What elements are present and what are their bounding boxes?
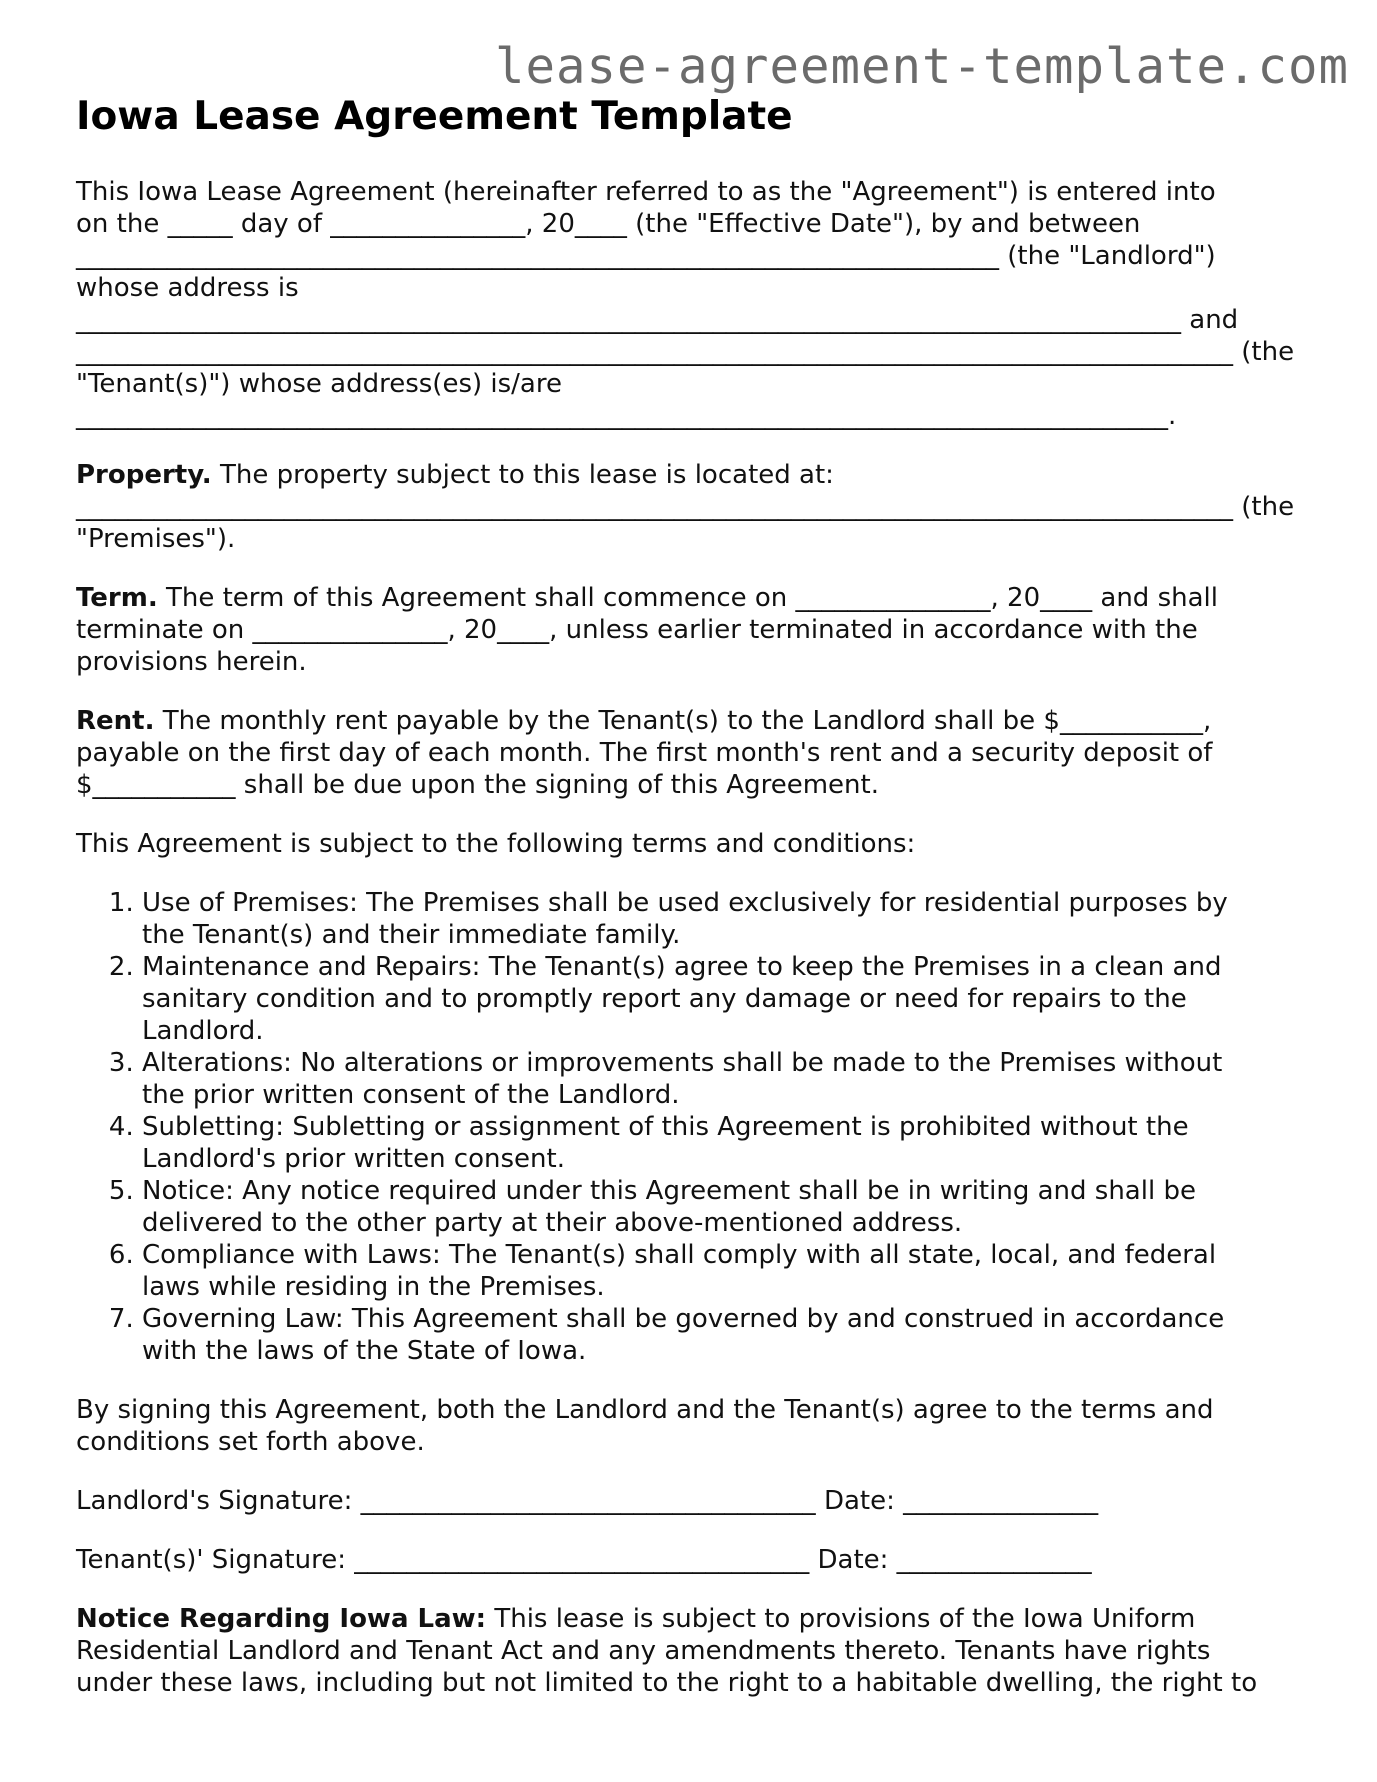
rent-line: $___________ shall be due upon the signing of this Agreement. — [76, 770, 879, 800]
rent-line: The monthly rent payable by the Tenant(s) to the Landlord shall be $___________, — [154, 706, 1212, 736]
term-item-line: 5. Notice: Any notice required under this Agreement shall be in writing and shall be — [142, 1176, 1196, 1206]
term-line: The term of this Agreement shall commence on _______________, 20____ and shall — [157, 583, 1218, 613]
term-item-line: sanitary condition and to promptly report any damage or need for repairs to the — [142, 984, 1187, 1014]
rent-heading: Rent. — [76, 706, 155, 736]
terms-intro-line: This Agreement is subject to the following terms and conditions: — [76, 829, 916, 859]
term-heading: Term. — [76, 583, 158, 613]
intro-line: on the _____ day of _______________, 20____ (the "Effective Date"), by and between — [76, 209, 1141, 239]
terms-list — [76, 887, 1316, 1367]
term-item-line: the prior written consent of the Landlord. — [142, 1080, 680, 1110]
property-line: The property subject to this lease is located at: — [211, 460, 834, 490]
term-item-line: 2. Maintenance and Repairs: The Tenant(s) agree to keep the Premises in a clean and — [142, 952, 1222, 982]
intro-line: _______________________________________________________________________ (the "Landlord") — [76, 241, 1216, 271]
intro-line: _____________________________________________________________________________________ and — [76, 305, 1239, 335]
landlord-signature-line: Landlord's Signature: ___________________________________ Date: _______________ — [76, 1486, 1099, 1516]
rent-section — [76, 705, 1316, 801]
document-title: Iowa Lease Agreement Template — [76, 94, 793, 139]
closing-paragraph — [76, 1394, 1316, 1458]
intro-line: whose address is — [76, 273, 299, 303]
tenant-signature-line: Tenant(s)' Signature: ___________________________________ Date: _______________ — [76, 1545, 1092, 1575]
list-item — [142, 1047, 1316, 1111]
term-item-line: 1. Use of Premises: The Premises shall be used exclusively for residential purposes by — [142, 888, 1228, 918]
document-body — [76, 176, 1316, 1726]
list-item — [142, 1111, 1316, 1175]
term-item-line: 6. Compliance with Laws: The Tenant(s) shall comply with all state, local, and federal — [142, 1240, 1217, 1270]
closing-line: conditions set forth above. — [76, 1427, 425, 1457]
notice-line: under these laws, including but not limited to the right to a habitable dwelling, the right to — [76, 1668, 1258, 1698]
property-line: "Premises"). — [76, 524, 236, 554]
term-item-line: 3. Alterations: No alterations or improvements shall be made to the Premises without — [142, 1048, 1223, 1078]
list-item — [142, 951, 1316, 1047]
term-item-line: laws while residing in the Premises. — [142, 1272, 605, 1302]
intro-line: This Iowa Lease Agreement (hereinafter referred to as the "Agreement") is entered into — [76, 177, 1216, 207]
property-line: _________________________________________________________________________________________ (the — [76, 492, 1295, 522]
term-item-line: with the laws of the State of Iowa. — [142, 1336, 587, 1366]
closing-line: By signing this Agreement, both the Landlord and the Tenant(s) agree to the terms and — [76, 1395, 1214, 1425]
intro-line: ____________________________________________________________________________________. — [76, 401, 1177, 431]
term-item-line: delivered to the other party at their above-mentioned address. — [142, 1208, 963, 1238]
landlord-signature-block — [76, 1485, 1316, 1517]
list-item — [142, 1303, 1316, 1367]
list-item — [142, 1175, 1316, 1239]
notice-heading: Notice Regarding Iowa Law: — [76, 1604, 487, 1634]
term-item-line: the Tenant(s) and their immediate family. — [142, 920, 681, 950]
terms-intro — [76, 828, 1316, 860]
term-section — [76, 582, 1316, 678]
intro-paragraph — [76, 176, 1316, 432]
rent-line: payable on the first day of each month. The first month's rent and a security deposit of — [76, 738, 1213, 768]
site-watermark: lease-agreement-template.com — [494, 38, 1349, 95]
notice-section — [76, 1603, 1316, 1699]
notice-line: This lease is subject to provisions of the Iowa Uniform — [486, 1604, 1196, 1634]
term-item-line: Landlord's prior written consent. — [142, 1144, 565, 1174]
tenant-signature-block — [76, 1544, 1316, 1576]
term-item-line: 7. Governing Law: This Agreement shall be governed by and construed in accordance — [142, 1304, 1225, 1334]
list-item — [142, 1239, 1316, 1303]
term-item-line: 4. Subletting: Subletting or assignment of this Agreement is prohibited without the — [142, 1112, 1189, 1142]
list-item — [142, 887, 1316, 951]
term-item-line: Landlord. — [142, 1016, 264, 1046]
term-line: provisions herein. — [76, 647, 307, 677]
property-heading: Property. — [76, 460, 212, 490]
intro-line: _________________________________________________________________________________________ (the — [76, 337, 1295, 367]
intro-line: "Tenant(s)") whose address(es) is/are — [76, 369, 562, 399]
term-line: terminate on _______________, 20____, unless earlier terminated in accordance with the — [76, 615, 1198, 645]
notice-line: Residential Landlord and Tenant Act and any amendments thereto. Tenants have rights — [76, 1636, 1211, 1666]
property-section — [76, 459, 1316, 555]
